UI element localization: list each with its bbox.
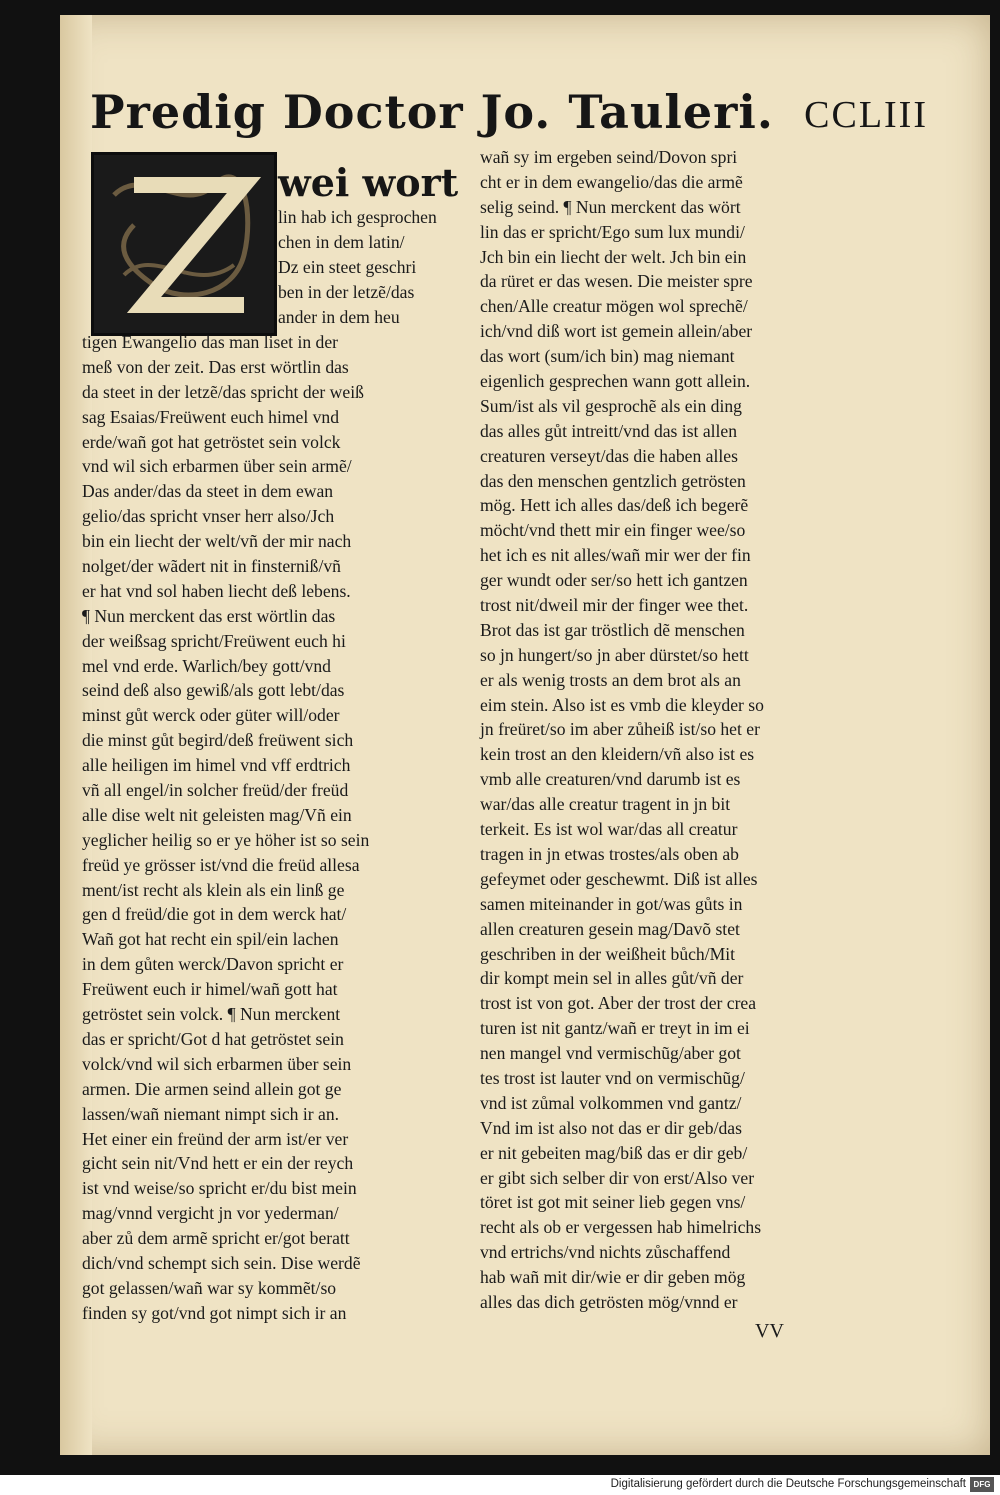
text-line: erde/wañ got hat getröstet sein volck [82,431,341,452]
text-line: eigenlich gesprechen wann gott allein. [480,371,751,392]
text-line: da rüret er das wesen. Die meister spre [480,271,753,292]
text-line: Das ander/das da steet in dem ewan [82,481,334,502]
text-line: Dz ein steet geschri [278,256,417,277]
text-line: chen in dem latin/ [278,231,405,252]
text-line: volck/vnd wil sich erbarmen über sein [82,1053,352,1074]
text-line: alle dise welt nit geleisten mag/Vñ ein [82,804,352,825]
text-line: vmb alle creaturen/vnd darumb ist es [480,769,741,790]
text-line: chen/Alle creatur mögen wol sprechẽ/ [480,296,748,317]
text-line: jn freüret/so im aber zůheiß ist/so het er [480,719,760,740]
text-line: gelio/das spricht vnser herr also/Jch [82,506,335,527]
page-header-title: Predig Doctor Jo. Tauleri. [90,85,774,139]
text-line: minst gůt werck oder güter will/oder [82,705,340,726]
text-line: ben in der letzẽ/das [278,281,415,302]
text-line: allen creaturen gesein mag/Davõ stet [480,918,740,939]
text-line: ¶ Nun merckent das erst wörtlin das [82,605,336,626]
right-text-column [480,145,920,1315]
text-line: die minst gůt begird/deß freüwent sich [82,730,354,751]
text-line: nen mangel vnd vermischũg/aber got [480,1043,741,1064]
text-line: turen ist nit gantz/wañ er treyt in im ei [480,1018,750,1039]
text-line: tragen in jn etwas trostes/als oben ab [480,843,739,864]
text-line: Vnd im ist also not das er dir geb/das [480,1117,742,1138]
text-beside-initial [278,205,437,329]
text-line: mel vnd erde. Warlich/bey gott/vnd [82,655,331,676]
text-line: lin hab ich gesprochen [278,207,437,227]
text-line: meß von der zeit. Das erst wörtlin das [82,356,349,377]
text-line: Het einer ein freünd der arm ist/er ver [82,1128,349,1149]
folio-number: CCLIII [804,94,928,136]
text-line: Wañ got hat recht ein spil/ein lachen [82,929,339,950]
funding-notice: Digitalisierung gefördert durch die Deutsche Forschungsgemeinschaft [610,1478,966,1490]
initial-letter: Z [183,275,185,276]
text-line: armen. Die armen seind allein got ge [82,1078,342,1099]
dfg-logo: DFG [970,1477,994,1492]
text-line: gen d freüd/die got in dem werck hat/ [82,904,347,925]
text-line: yeglicher heilig so er ye höher ist so sein [82,829,370,850]
text-line: ich/vnd diß wort ist gemein allein/aber [480,321,753,342]
text-line: er nit gebeiten mag/biß das er dir geb/ [480,1142,748,1163]
text-line: dir kompt mein sel in alles gůt/vñ der [480,968,744,989]
text-line: er hat vnd sol haben liecht deß lebens. [82,580,351,601]
text-line: recht als ob er vergessen hab himelrichs [480,1217,762,1238]
text-line: dich/vnd schempt sich sein. Dise werdẽ [82,1252,361,1273]
text-line: lin das er spricht/Ego sum lux mundi/ [480,221,745,242]
text-line: selig seind. ¶ Nun merckent das wört [480,196,741,217]
text-line: war/das alle creatur tragent in jn bit [480,794,731,815]
text-line: eim stein. Also ist es vmb die kleyder so [480,694,764,715]
text-line: gicht sein nit/Vnd hett er ein der reych [82,1153,354,1174]
text-line: da steet in der letzẽ/das spricht der weiß [82,381,364,402]
left-text-column [82,330,482,1326]
text-line: er gibt sich selber dir von erst/Also ver [480,1167,755,1188]
text-line: aber zů dem armẽ spricht er/got beratt [82,1228,350,1249]
digitization-footer [0,1475,1000,1495]
text-line: vnd ertrichs/vnd nichts zůschaffend [480,1242,731,1263]
text-line: ment/ist recht als klein als ein linß ge [82,879,345,900]
text-line: vñ all engel/in solcher freüd/der freüd [82,780,349,801]
text-line: Sum/ist als vil gesprochẽ als ein ding [480,395,742,416]
text-line: mög. Hett ich alles das/deß ich begerẽ [480,495,749,516]
text-line: alle heiligen im himel vnd vff erdtrich [82,755,351,776]
text-line: lassen/wañ niemant nimpt sich ir an. [82,1103,340,1124]
text-line: alles das dich getrösten mög/vnnd er [480,1291,738,1312]
text-line: bin ein liecht der welt/vñ der mir nach [82,531,352,552]
text-line: das den menschen gentzlich getrösten [480,470,746,491]
book-page [60,15,990,1455]
text-line: er als wenig trosts an dem brot als an [480,669,741,690]
text-line: kein trost an den kleidern/vñ also ist es [480,744,755,765]
text-line: mag/vnnd vergicht jn vor yederman/ [82,1203,339,1224]
text-line: ger wundt oder ser/so hett ich gantzen [480,570,748,591]
text-line: das alles gůt intreitt/vnd das ist allen [480,420,738,441]
decorated-initial [91,152,277,336]
text-line: freüd ye grösser ist/vnd die freüd allesa [82,854,360,875]
text-line: wañ sy im ergeben seind/Dovon spri [480,147,738,167]
initial-z-ornament [94,155,274,333]
text-line: hab wañ mit dir/wie er dir geben mög [480,1267,746,1288]
text-line: tigen Ewangelio das man liset in der [82,332,339,352]
text-line: finden sy got/vnd got nimpt sich ir an [82,1302,347,1323]
text-line: töret ist got mit seiner lieb gegen vns/ [480,1192,746,1213]
text-line: geschriben in der weißheit bůch/Mit [480,943,736,964]
text-line: trost nit/dweil mir der finger wee thet. [480,595,749,616]
text-line: vnd wil sich erbarmen über sein armẽ/ [82,456,352,477]
text-line: das wort (sum/ich bin) mag niemant [480,346,735,367]
text-line: nolget/der wãdert nit in finsterniß/vñ [82,556,341,577]
text-line: seind deß also gewiß/als gott lebt/das [82,680,345,701]
text-line: Brot das ist gar tröstlich dẽ menschen [480,619,745,640]
text-line: in dem gůten werck/Davon spricht er [82,954,344,975]
text-line: terkeit. Es ist wol war/das all creatur [480,819,738,840]
text-line: so jn hungert/so jn aber dürstet/so hett [480,644,749,665]
text-line: Jch bin ein liecht der welt. Jch bin ein [480,246,747,267]
text-line: ist vnd weise/so spricht er/du bist mein [82,1178,357,1199]
text-line: samen miteinander in got/was gůts in [480,893,743,914]
text-line: vnd ist zůmal volkommen vnd gantz/ [480,1092,742,1113]
signature-mark: VV [755,1320,784,1342]
text-line: getröstet sein volck. ¶ Nun merckent [82,1004,341,1025]
text-line: gefeymet oder geschewmt. Diß ist alles [480,868,758,889]
text-line: trost ist von got. Aber der trost der crea [480,993,757,1014]
text-line: ander in dem heu [278,306,400,327]
text-line: das er spricht/Got d hat getröstet sein [82,1028,344,1049]
opening-words: wei wort [278,160,459,205]
text-line: creaturen verseyt/das die haben alles [480,445,738,466]
text-line: cht er in dem ewangelio/das die armẽ [480,171,743,192]
text-line: het ich es nit alles/wañ mir wer der fin [480,545,751,566]
text-line: der weißsag spricht/Freüwent euch hi [82,630,346,651]
text-line: sag Esaias/Freüwent euch himel vnd [82,406,339,427]
text-line: Freüwent euch ir himel/wañ gott hat [82,979,338,1000]
text-line: möcht/vnd thett mir ein finger wee/so [480,520,746,541]
text-line: got gelassen/wañ war sy kommẽt/so [82,1277,337,1298]
text-line: tes trost ist lauter vnd on vermischũg/ [480,1067,745,1088]
